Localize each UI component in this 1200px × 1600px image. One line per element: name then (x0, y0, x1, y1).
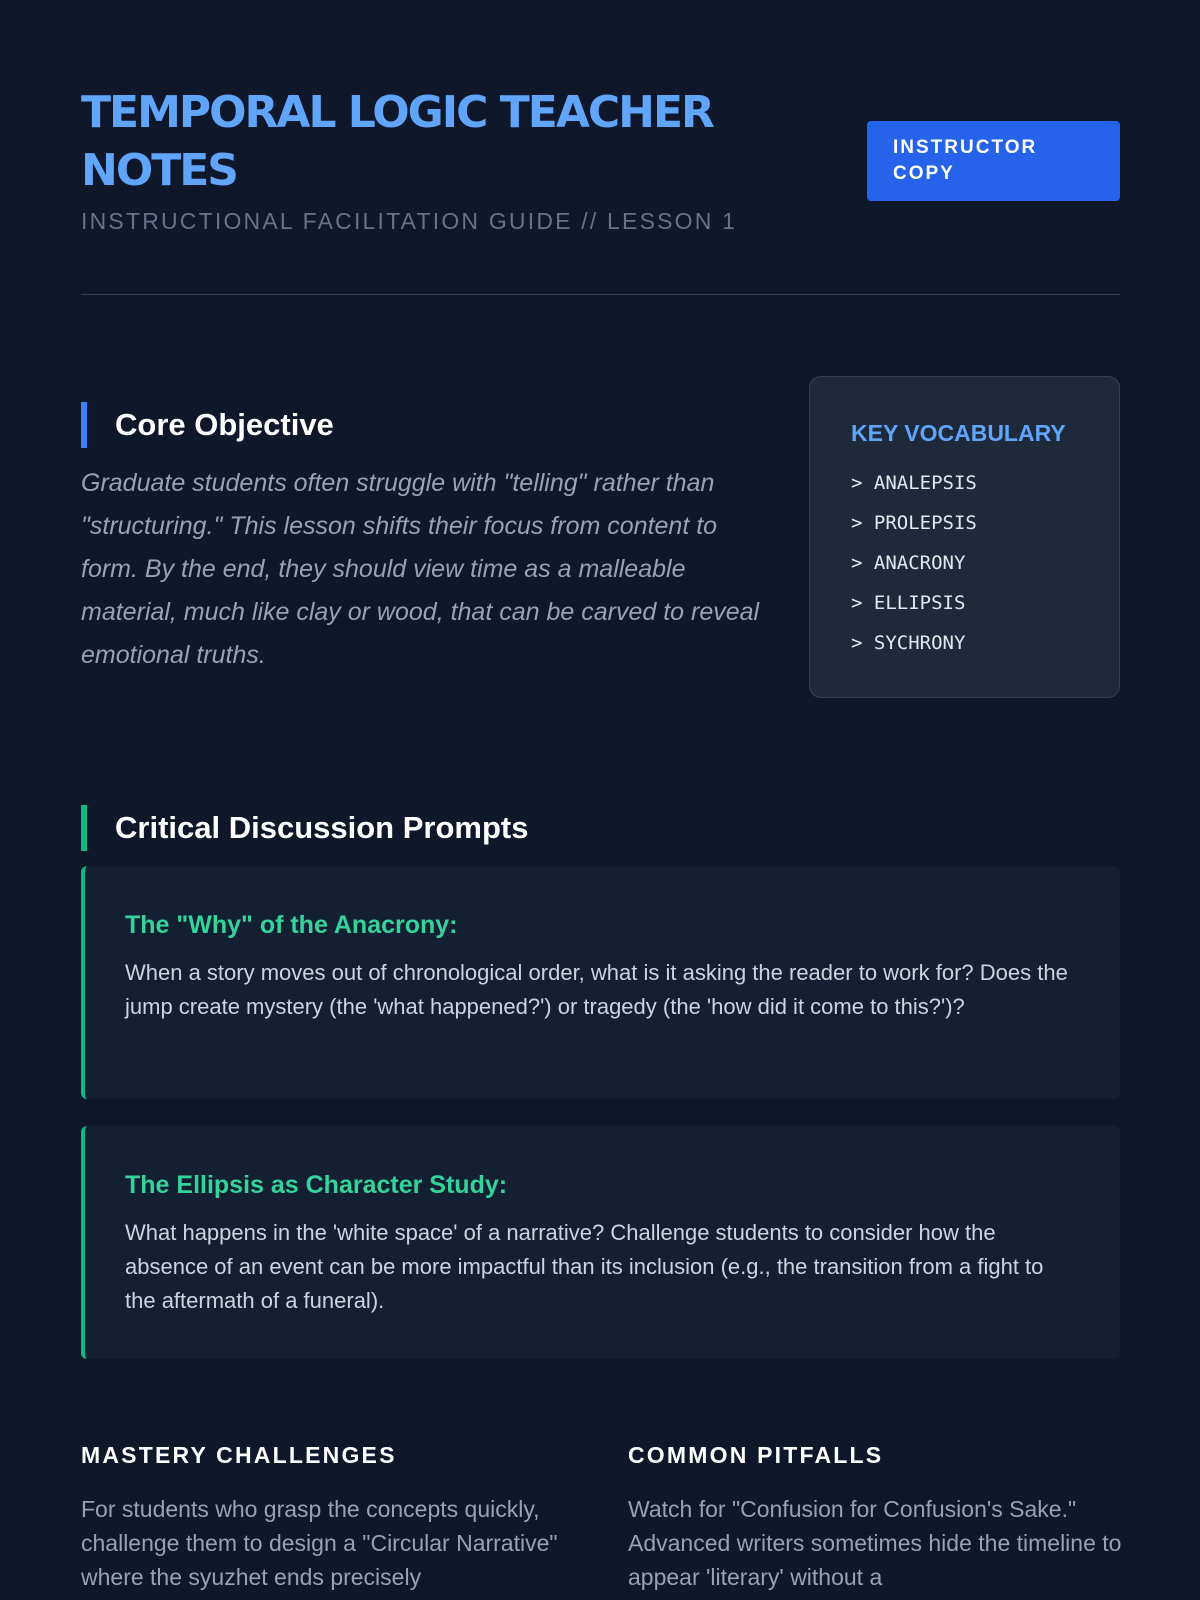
key-vocabulary-card (809, 376, 1120, 698)
vocabulary-item: > ANACRONY (851, 552, 966, 574)
core-objective-heading: Core Objective (81, 402, 334, 448)
common-pitfalls-text: Watch for "Confusion for Confusion's Sake." Advanced writers sometimes hide the timeline to appear 'literary' without a (628, 1496, 1122, 1590)
key-vocabulary-title: KEY VOCABULARY (851, 420, 1066, 446)
prompt-title: The "Why" of the Anacrony: (125, 911, 458, 939)
vocabulary-item: > ANALEPSIS (851, 472, 977, 494)
discussion-prompts-heading: Critical Discussion Prompts (81, 805, 528, 851)
prompt-body: When a story moves out of chronological order, what is it asking the reader to work for? Does the jump create mystery (the 'what happened?') or tragedy (the 'how did it come to this?')? (125, 960, 1068, 1019)
prompt-title: The Ellipsis as Character Study: (125, 1171, 508, 1199)
vocabulary-item: > PROLEPSIS (851, 512, 977, 534)
core-objective-text: Graduate students often struggle with "telling" rather than "structuring." This lesson shifts their focus from content to form. By the end, they should view time as a malleable material, much like clay or wood, that can be carved to reveal emotional truths. (81, 469, 760, 669)
mastery-challenges-column (81, 1440, 581, 1594)
teacher-notes-page (81, 0, 1120, 1600)
header-divider (81, 294, 1120, 295)
mastery-challenges-text: For students who grasp the concepts quickly, challenge them to design a "Circular Narrative" where the syuzhet ends precisely (81, 1496, 558, 1590)
mastery-challenges-heading: MASTERY CHALLENGES (81, 1442, 397, 1468)
vocabulary-list (851, 463, 1119, 663)
common-pitfalls-heading: COMMON PITFALLS (628, 1442, 884, 1468)
vocabulary-item: > ELLIPSIS (851, 592, 966, 614)
prompt-card (81, 1126, 1120, 1359)
vocabulary-item: > SYCHRONY (851, 632, 966, 654)
page-subtitle: INSTRUCTIONAL FACILITATION GUIDE // LESSON 1 (81, 208, 738, 234)
instructor-copy-badge: INSTRUCTOR COPY (867, 121, 1120, 201)
common-pitfalls-column (628, 1440, 1128, 1594)
prompt-body: What happens in the 'white space' of a narrative? Challenge students to consider how the absence of an event can be more impactful than its inclusion (e.g., the transition from a fight to the aftermath of a funeral). (125, 1220, 1044, 1313)
page-title: TEMPORAL LOGIC TEACHER NOTES (81, 87, 713, 196)
prompt-card (81, 866, 1120, 1099)
